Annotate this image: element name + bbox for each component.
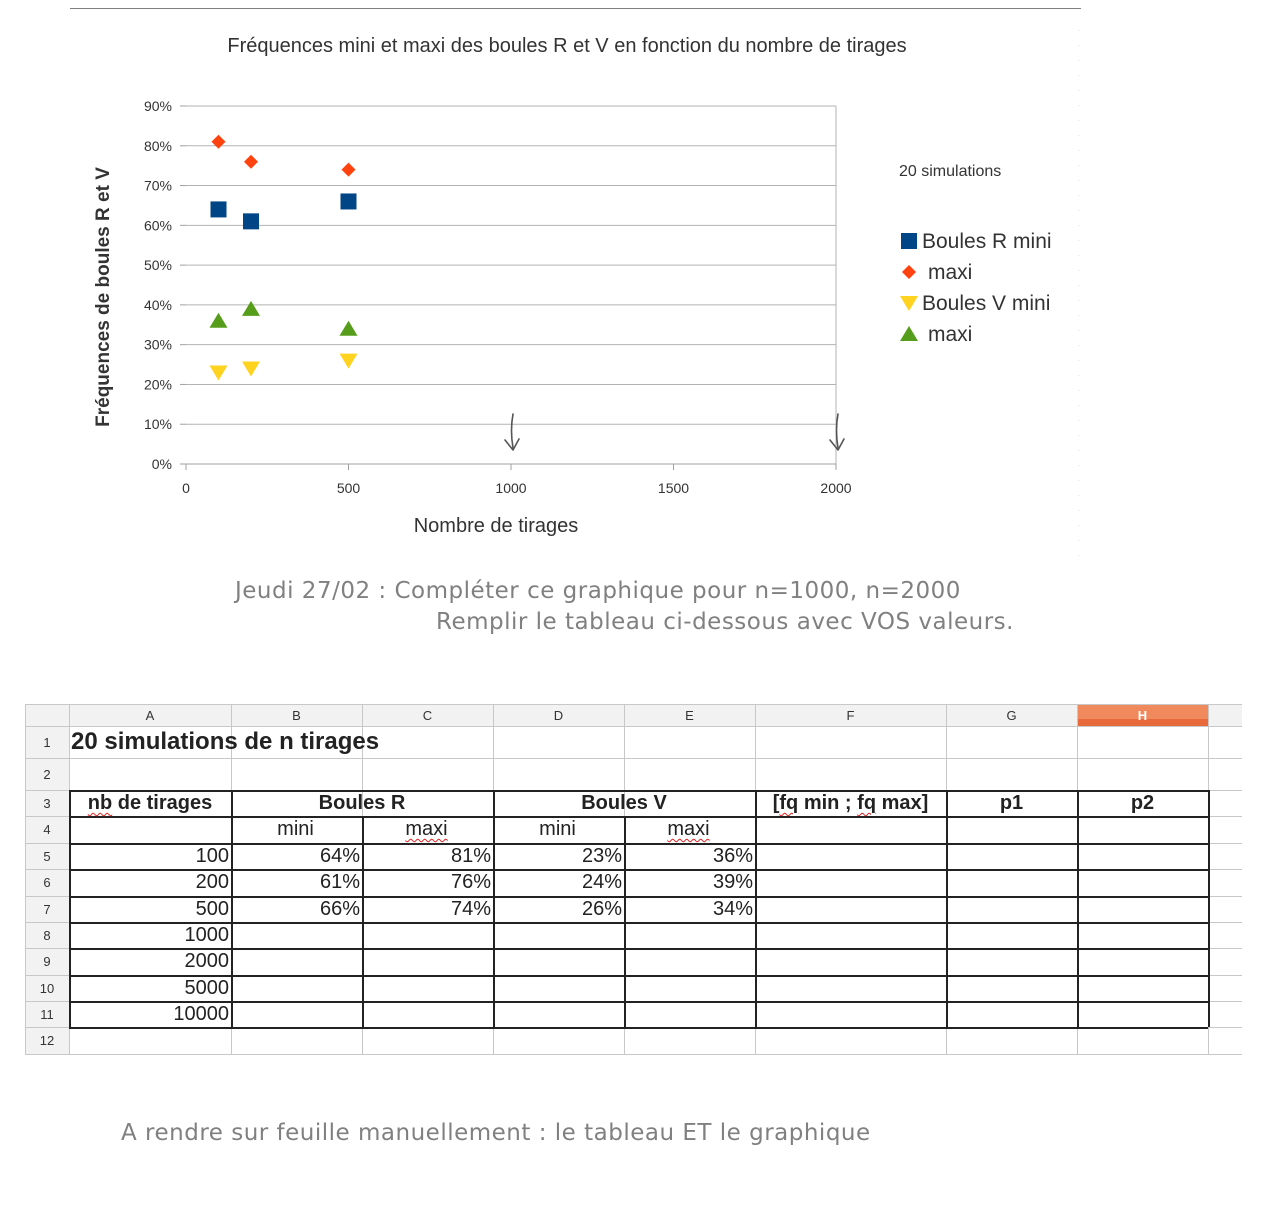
x-tick-label: 1000 bbox=[495, 480, 527, 496]
y-tick-label: 50% bbox=[143, 257, 172, 274]
row-gridline bbox=[25, 1054, 1242, 1055]
cell-v-maxi[interactable] bbox=[624, 1004, 753, 1027]
cell-v-mini[interactable]: 26% bbox=[581, 898, 622, 920]
table-border-h bbox=[69, 816, 1208, 818]
cell-nb-tirages[interactable]: 500 bbox=[195, 898, 229, 920]
chart-title: Fréquences mini et maxi des boules R et V en fonction du nombre de tirages bbox=[227, 35, 907, 57]
empty-cell[interactable] bbox=[755, 925, 944, 948]
cell-v-maxi[interactable] bbox=[624, 925, 753, 948]
cell-nb-tirages[interactable]: 100 bbox=[195, 845, 229, 867]
cell-v-mini[interactable]: 24% bbox=[581, 871, 622, 893]
row-header-1[interactable]: 1 bbox=[43, 734, 51, 750]
empty-cell[interactable] bbox=[755, 1004, 944, 1027]
subheader-r-maxi[interactable]: maxi bbox=[405, 818, 448, 840]
subheader-r-mini[interactable]: mini bbox=[277, 818, 314, 840]
data-point bbox=[341, 193, 357, 209]
data-point bbox=[244, 155, 258, 169]
cell-v-maxi[interactable]: 34% bbox=[712, 898, 753, 920]
y-tick-label: 60% bbox=[143, 217, 172, 234]
row-header-2[interactable]: 2 bbox=[43, 766, 51, 782]
cell-r-maxi[interactable] bbox=[362, 951, 491, 975]
empty-cell[interactable] bbox=[755, 978, 944, 1001]
instruction-line-1: Jeudi 27/02 : Compléter ce graphique pour n=1000, n=2000 bbox=[235, 578, 961, 604]
empty-cell[interactable] bbox=[755, 951, 944, 975]
hand-drawn-arrow bbox=[837, 414, 839, 448]
legend-marker bbox=[900, 296, 918, 311]
hand-drawn-arrow bbox=[512, 414, 514, 448]
empty-cell[interactable] bbox=[1077, 925, 1206, 948]
y-tick-label: 10% bbox=[143, 416, 172, 433]
data-point bbox=[243, 213, 259, 229]
empty-cell[interactable] bbox=[946, 1004, 1075, 1027]
column-header-h[interactable]: H bbox=[1137, 707, 1148, 723]
table-border-h bbox=[69, 869, 1208, 871]
table-border-h bbox=[69, 896, 1208, 898]
column-header-g[interactable]: G bbox=[1006, 707, 1017, 723]
cell-v-maxi[interactable]: 39% bbox=[712, 871, 753, 893]
empty-cell[interactable] bbox=[1077, 951, 1206, 975]
cell-nb-tirages[interactable]: 200 bbox=[195, 871, 229, 893]
cell-nb-tirages[interactable]: 10000 bbox=[173, 1003, 229, 1025]
row-header-10[interactable]: 10 bbox=[39, 980, 55, 996]
empty-cell[interactable] bbox=[755, 899, 944, 922]
x-tick-label: 1500 bbox=[657, 480, 690, 496]
data-point bbox=[340, 321, 358, 336]
subheader-v-mini[interactable]: mini bbox=[539, 818, 576, 840]
cell-v-mini[interactable]: 23% bbox=[581, 845, 622, 867]
x-tick-label: 500 bbox=[336, 480, 361, 496]
empty-cell[interactable] bbox=[1077, 872, 1206, 896]
header-p2[interactable]: p2 bbox=[1130, 792, 1155, 814]
y-tick-label: 40% bbox=[143, 296, 172, 313]
row-header-3[interactable]: 3 bbox=[43, 795, 51, 811]
row-header-4[interactable]: 4 bbox=[43, 822, 51, 837]
row-gridline bbox=[25, 726, 1242, 727]
cell-v-mini[interactable] bbox=[493, 951, 622, 975]
cell-r-maxi[interactable] bbox=[362, 925, 491, 948]
data-point bbox=[211, 201, 227, 217]
instruction-line-2: Remplir le tableau ci-dessous avec VOS valeurs. bbox=[436, 609, 1014, 635]
cell-v-maxi[interactable] bbox=[624, 978, 753, 1001]
table-border-h bbox=[69, 1027, 1208, 1029]
sheet-title[interactable]: 20 simulations de n tirages bbox=[71, 728, 380, 755]
cell-r-mini[interactable]: 61% bbox=[319, 871, 360, 893]
row-header-8[interactable]: 8 bbox=[43, 927, 51, 943]
cell-r-mini[interactable] bbox=[231, 951, 360, 975]
empty-cell[interactable] bbox=[946, 899, 1075, 922]
empty-cell[interactable] bbox=[946, 872, 1075, 896]
x-tick-label: 0 bbox=[182, 480, 190, 496]
cell-r-mini[interactable]: 66% bbox=[319, 898, 360, 920]
legend-marker bbox=[902, 265, 916, 279]
table-border-h bbox=[69, 922, 1208, 924]
empty-cell[interactable] bbox=[946, 846, 1075, 869]
empty-cell[interactable] bbox=[946, 925, 1075, 948]
y-tick-label: 30% bbox=[143, 336, 172, 353]
cell-r-mini[interactable] bbox=[231, 978, 360, 1001]
empty-cell[interactable] bbox=[1077, 978, 1206, 1001]
table-border-h bbox=[69, 843, 1208, 845]
cell-v-maxi[interactable] bbox=[624, 951, 753, 975]
y-tick-label: 70% bbox=[143, 177, 172, 194]
header-boules-r[interactable]: Boules R bbox=[318, 792, 406, 814]
data-point bbox=[210, 366, 228, 381]
cell-r-maxi[interactable]: 74% bbox=[450, 898, 491, 920]
row-header-7[interactable]: 7 bbox=[43, 901, 51, 917]
column-header-e[interactable]: E bbox=[685, 707, 694, 723]
subheader-v-maxi[interactable]: maxi bbox=[667, 818, 710, 840]
cell-nb-tirages[interactable]: 1000 bbox=[184, 924, 229, 946]
cell-v-mini[interactable] bbox=[493, 925, 622, 948]
y-tick-label: 20% bbox=[143, 376, 172, 393]
row-header-12[interactable]: 12 bbox=[39, 1033, 55, 1048]
table-border-v bbox=[1208, 790, 1210, 1027]
cell-r-maxi[interactable] bbox=[362, 978, 491, 1001]
column-header-a[interactable]: A bbox=[145, 707, 155, 723]
table-border-h bbox=[69, 1001, 1208, 1003]
cell-r-maxi[interactable]: 81% bbox=[450, 845, 491, 867]
legend-marker bbox=[900, 326, 918, 341]
column-header-b[interactable]: B bbox=[292, 707, 301, 723]
cell-v-maxi[interactable]: 36% bbox=[712, 845, 753, 867]
spreadsheet bbox=[25, 704, 1242, 1062]
row-header-9[interactable]: 9 bbox=[43, 954, 51, 969]
legend-label: Boules R mini bbox=[922, 230, 1052, 253]
data-point bbox=[342, 163, 356, 177]
footer-note: A rendre sur feuille manuellement : le tableau ET le graphique bbox=[121, 1120, 871, 1146]
y-axis-label: Fréquences de boules R et V bbox=[93, 167, 114, 427]
header-fq-interval[interactable]: [fq min ; fq max] bbox=[772, 792, 929, 814]
legend-label: maxi bbox=[928, 261, 973, 284]
x-tick-label: 2000 bbox=[820, 480, 852, 496]
legend-title: 20 simulations bbox=[899, 163, 1002, 180]
cell-r-mini[interactable]: 64% bbox=[319, 845, 360, 867]
empty-cell[interactable] bbox=[1077, 899, 1206, 922]
empty-cell[interactable] bbox=[755, 846, 944, 869]
cell-v-mini[interactable] bbox=[493, 1004, 622, 1027]
empty-cell[interactable] bbox=[1077, 1004, 1206, 1027]
header-p1[interactable]: p1 bbox=[999, 792, 1024, 814]
cell-nb-tirages[interactable]: 2000 bbox=[184, 950, 229, 972]
data-point bbox=[242, 362, 260, 377]
cell-r-maxi[interactable] bbox=[362, 1004, 491, 1027]
data-point bbox=[210, 313, 228, 328]
legend-label: maxi bbox=[928, 323, 973, 346]
data-point bbox=[242, 301, 260, 316]
empty-cell[interactable] bbox=[946, 951, 1075, 975]
cell-r-mini[interactable] bbox=[231, 925, 360, 948]
data-point bbox=[212, 135, 226, 149]
legend-marker bbox=[901, 233, 917, 249]
data-point bbox=[340, 354, 358, 369]
y-tick-label: 90% bbox=[143, 98, 172, 114]
cell-r-maxi[interactable]: 76% bbox=[450, 871, 491, 893]
header-nb-tirages[interactable]: nb de tirages bbox=[87, 792, 213, 814]
empty-cell[interactable] bbox=[946, 978, 1075, 1001]
column-header-c[interactable]: C bbox=[422, 707, 433, 723]
table-border-h bbox=[69, 948, 1208, 950]
x-axis-label: Nombre de tirages bbox=[413, 515, 579, 537]
row-header-6[interactable]: 6 bbox=[43, 875, 51, 890]
cell-v-mini[interactable] bbox=[493, 978, 622, 1001]
table-border-h bbox=[69, 975, 1208, 977]
y-tick-label: 0% bbox=[151, 456, 172, 472]
column-header-d[interactable]: D bbox=[553, 707, 564, 723]
row-header-5[interactable]: 5 bbox=[43, 848, 51, 864]
row-header-11[interactable]: 11 bbox=[40, 1006, 54, 1022]
empty-cell[interactable] bbox=[755, 872, 944, 896]
y-tick-label: 80% bbox=[143, 137, 172, 154]
column-header-f[interactable]: F bbox=[846, 707, 855, 723]
empty-cell[interactable] bbox=[1077, 846, 1206, 869]
cell-nb-tirages[interactable]: 5000 bbox=[184, 977, 229, 999]
row-gridline bbox=[25, 758, 1242, 759]
cell-r-mini[interactable] bbox=[231, 1004, 360, 1027]
header-boules-v[interactable]: Boules V bbox=[581, 792, 667, 814]
legend-label: Boules V mini bbox=[922, 292, 1051, 315]
